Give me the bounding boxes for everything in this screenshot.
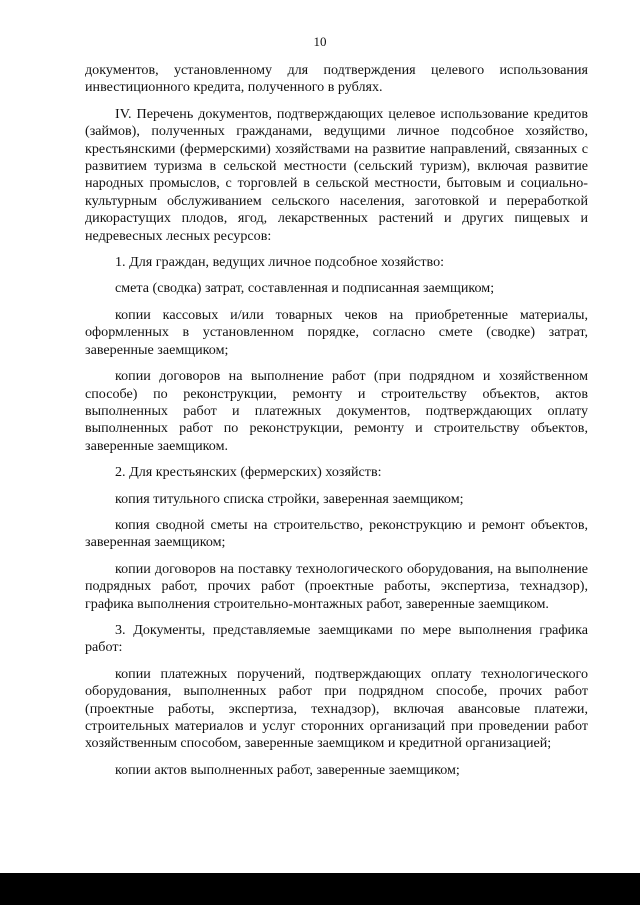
list-item: копии актов выполненных работ, заверенные заемщиком; (115, 761, 460, 778)
document-body (85, 62, 588, 779)
list-item: копия титульного списка стройки, заверенная заемщиком; (115, 490, 464, 507)
list-item: копии договоров на выполнение работ (при подрядном и хозяйственном способе) по реконструкции, ремонту и строительству объектов, актов выполненных работ и платежных документов, подтверждающих оплату выполненных работ по реконструкции, ремонту и строительству объектов, заверенные заемщиком. (85, 368, 588, 454)
list-item: копии кассовых и/или товарных чеков на приобретенные материалы, оформленных в установленном порядке, согласно смете (сводке) затрат, заверенные заемщиком; (85, 306, 588, 358)
section-iv-heading: IV. Перечень документов, подтверждающих целевое использование кредитов (займов), полученных гражданами, ведущими личное подсобное хозяйство, крестьянскими (фермерскими) хозяйствами на развитие направлений, связанных с развитием туризма в сельской местности (сельский туризм), включая развитие народных промыслов, с торговлей в сельской местности, бытовым и социально-культурным обслуживанием сельского населения, заготовкой и переработкой дикорастущих плодов, ягод, лекарственных растений и других пищевых и недревесных лесных ресурсов: (85, 105, 588, 244)
paragraph-continuation: документов, установленному для подтверждения целевого использования инвестиционного кредита, полученного в рублях. (85, 62, 588, 96)
subsection-3-heading: 3. Документы, представляемые заемщиками по мере выполнения графика работ: (85, 621, 588, 656)
subsection-1-heading: 1. Для граждан, ведущих личное подсобное хозяйство: (115, 254, 445, 271)
subsection-2-heading: 2. Для крестьянских (фермерских) хозяйств: (115, 464, 382, 481)
scan-border (0, 873, 640, 905)
list-item: копии договоров на поставку технологического оборудования, на выполнение подрядных работ, прочих работ (проектные работы, экспертиза, технадзор), графика выполнения строительно-монтажных работ, заверенные заемщиком. (85, 560, 588, 612)
page-number: 10 (313, 34, 327, 49)
list-item: копии платежных поручений, подтверждающих оплату технологического оборудования, выполненных работ при подрядном способе, прочих работ (проектные работы, экспертиза, технадзор), включая авансовые платежи, строительных материалов и услуг сторонних организаций при проведении работ хозяйственным способом, заверенные заемщиком и кредитной организацией; (85, 665, 588, 752)
list-item: смета (сводка) затрат, составленная и подписанная заемщиком; (115, 280, 495, 297)
list-item: копия сводной сметы на строительство, реконструкцию и ремонт объектов, заверенная заемщиком; (85, 516, 588, 551)
